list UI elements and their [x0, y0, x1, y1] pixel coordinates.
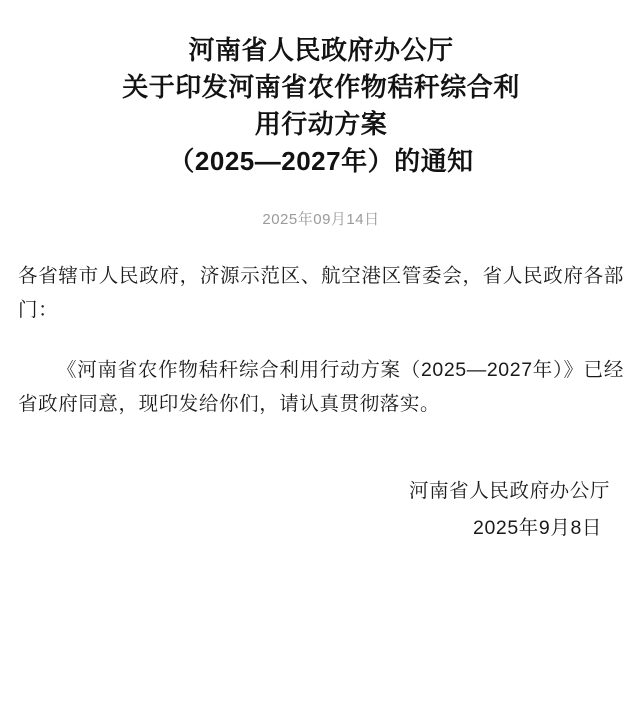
publish-date: 2025年09月14日: [262, 210, 380, 228]
title-line-1: 河南省人民政府办公厅: [188, 35, 454, 65]
signature-date: 2025年9月8日: [473, 517, 602, 540]
recipient-paragraph: 各省辖市人民政府，济源示范区、航空港区管委会，省人民政府各部门：: [18, 264, 624, 321]
document-body: [18, 259, 624, 448]
page-title: [18, 32, 624, 180]
title-line-4: （2025—2027年）的通知: [168, 145, 474, 176]
signature-block: [18, 473, 624, 547]
signature-issuer: 河南省人民政府办公厅: [408, 480, 610, 503]
notice-paragraph: 《河南省农作物秸秆综合利用行动方案（2025—2027年）》已经省政府同意，现印发给你们，请认真贯彻落实。: [18, 358, 624, 415]
title-line-2: 关于印发河南省农作物秸秆综合利: [122, 71, 520, 102]
title-line-3: 用行动方案: [254, 108, 388, 139]
